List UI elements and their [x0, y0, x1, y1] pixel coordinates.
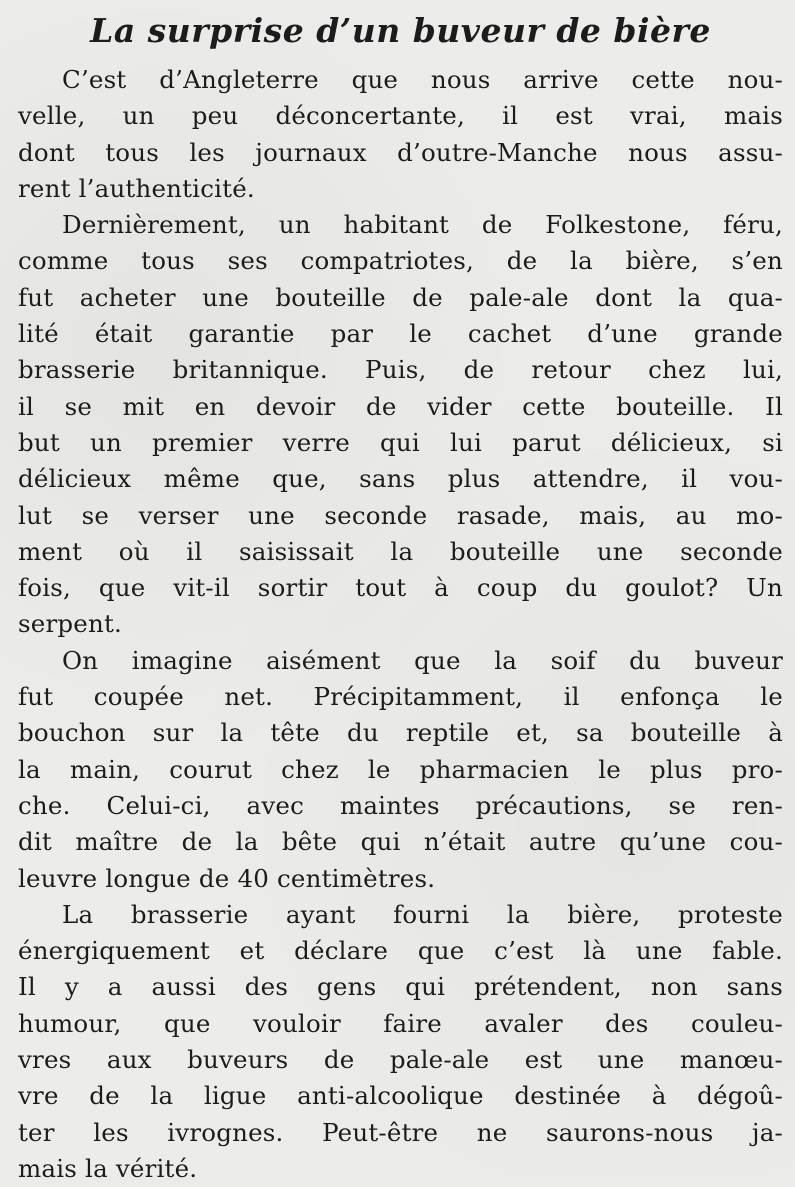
text-line: che. Celui-ci, avec maintes précautions, se ren- — [18, 790, 783, 820]
article-paragraph — [18, 62, 783, 207]
text-line: humour, que vouloir faire avaler des couleu- — [18, 1008, 783, 1038]
text-line: vres aux buveurs de pale-ale est une manœu- — [18, 1045, 783, 1075]
text-line: vre de la ligue anti-alcoolique destinée à dégoû- — [18, 1081, 783, 1111]
text-line: C’est d’Angleterre que nous arrive cette nou- — [62, 65, 783, 94]
text-line: fut acheter une bouteille de pale-ale dont la qua- — [18, 282, 783, 312]
text-line: serpent. — [18, 609, 122, 639]
article-paragraph — [18, 207, 783, 643]
text-line: Dernièrement, un habitant de Folkestone, féru, — [62, 210, 783, 240]
text-line: La brasserie ayant fourni la bière, proteste — [62, 899, 783, 929]
text-line: fut coupée net. Précipitamment, il enfonça le — [18, 682, 783, 712]
text-line: lut se verser une seconde rasade, mais, au mo- — [18, 500, 783, 530]
text-line: délicieux même que, sans plus attendre, il vou- — [18, 464, 783, 494]
text-line: ment où il saisissait la bouteille une seconde — [18, 536, 783, 566]
article-body — [18, 62, 783, 1187]
text-line: bouchon sur la tête du reptile et, sa bouteille à — [18, 718, 783, 748]
text-line: comme tous ses compatriotes, de la bière, s’en — [18, 246, 783, 276]
text-line: leuvre longue de 40 centimètres. — [18, 863, 436, 893]
text-line: ter les ivrognes. Peut-être ne saurons-nous ja- — [18, 1117, 783, 1147]
text-line: dit maître de la bête qui n’était autre qu’une cou- — [18, 827, 783, 857]
article-paragraph — [18, 643, 783, 897]
text-line: velle, un peu déconcertante, il est vrai, mais — [18, 101, 783, 131]
text-line: la main, courut chez le pharmacien le plus pro- — [18, 754, 783, 784]
text-line: énergiquement et déclare que c’est là une fable. — [18, 936, 783, 966]
text-line: Il y a aussi des gens qui prétendent, non sans — [18, 972, 783, 1002]
text-line: il se mit en devoir de vider cette bouteille. Il — [18, 391, 783, 421]
article-headline: La surprise d’un buveur de bière — [90, 11, 711, 50]
text-line: brasserie britannique. Puis, de retour chez lui, — [18, 355, 783, 385]
text-line: but un premier verre qui lui parut délicieux, si — [18, 427, 783, 457]
text-line: fois, que vit-il sortir tout à coup du goulot? Un — [18, 573, 783, 603]
article-paragraph — [18, 897, 783, 1187]
text-line: lité était garantie par le cachet d’une grande — [18, 319, 783, 349]
text-line: rent l’authenticité. — [18, 173, 255, 203]
text-line: On imagine aisément que la soif du buveur — [62, 645, 783, 675]
text-line: dont tous les journaux d’outre-Manche nous assu- — [18, 137, 783, 167]
text-line: mais la vérité. — [18, 1153, 198, 1183]
